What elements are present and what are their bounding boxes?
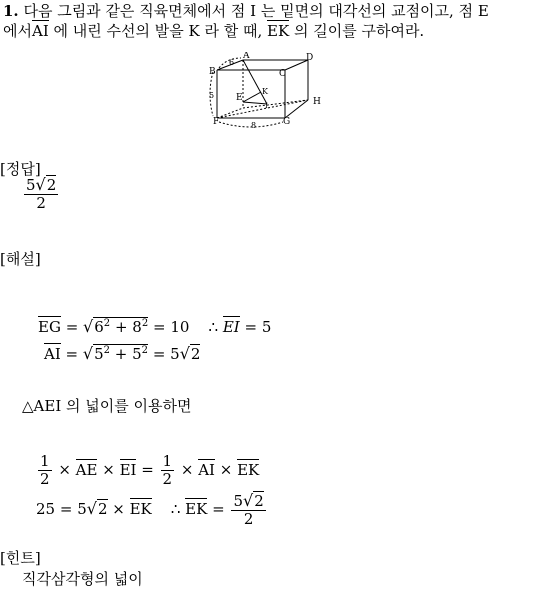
answer-value: $\frac{5√2}{2}$ <box>26 175 57 212</box>
label-top: 6 <box>229 58 235 67</box>
area-text: △AEI 의 넓이를 이용하면 <box>22 397 192 415</box>
label-bottom: 8 <box>251 121 257 130</box>
solution-heading: [해설] <box>0 250 41 268</box>
vertex-d: D <box>306 53 314 63</box>
problem-text-2b: 에 내린 수선의 발을 K 라 할 때, <box>48 22 263 40</box>
hint-heading: [힌트] <box>0 549 41 567</box>
vertex-a: A <box>243 52 250 61</box>
vertex-i: I <box>265 102 268 110</box>
problem-text-2c: 의 길이를 구하여라. <box>289 22 425 40</box>
problem-line-1 <box>3 0 489 21</box>
problem-number: 1. <box>3 2 19 20</box>
hint-text: 직각삼각형의 넓이 <box>22 570 143 588</box>
equation-3: $\frac{1}{2}$ × AE × EI = $\frac{1}{2}$ × AI × EK <box>40 452 260 488</box>
vertex-e: E <box>236 93 243 103</box>
vertex-b: B <box>209 67 216 77</box>
segment-ai: AI <box>31 22 49 40</box>
label-side: 5 <box>209 91 215 100</box>
equation-1: EG = $√6^2 + 8^2 = 10$ ∴ EI = 5 <box>38 317 272 336</box>
vertex-c: C <box>279 69 286 79</box>
problem-text-1: 다음 그림과 같은 직육면체에서 점 I 는 밑면의 대각선의 교점이고, 점 E <box>23 2 489 20</box>
equation-4: 25 = 5√2 × EK ∴ EK = $\frac{5√2}{2}$ <box>36 491 264 528</box>
vertex-g: G <box>283 117 291 127</box>
cuboid-figure <box>205 52 330 132</box>
segment-ek: EK <box>267 22 290 40</box>
vertex-h: H <box>313 97 321 107</box>
answer-heading: [정답] <box>0 160 41 178</box>
problem-line-2 <box>3 20 424 41</box>
vertex-f: F <box>213 117 220 127</box>
problem-text-2a: 에서 <box>3 22 32 40</box>
equation-2: AI = $√5^2 + 5^2 = 5√2$ <box>44 344 201 363</box>
vertex-k: K <box>262 87 268 96</box>
